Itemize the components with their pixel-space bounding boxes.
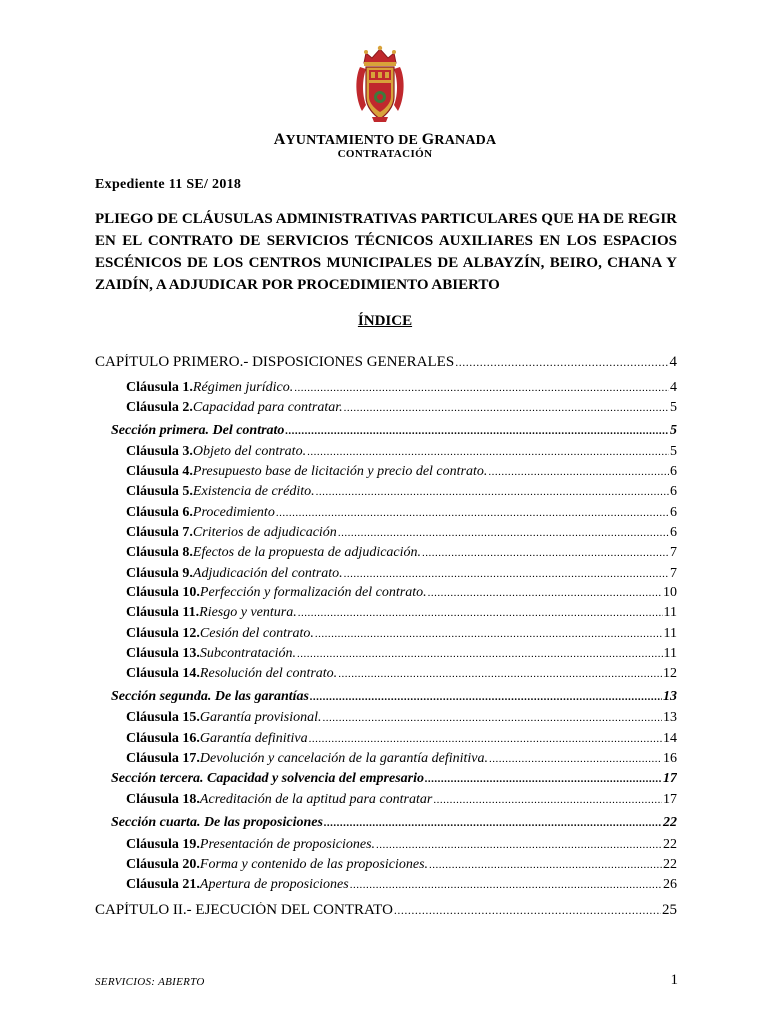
clause-number: Cláusula 14. — [126, 666, 200, 681]
clause-number: Cláusula 10. — [126, 585, 200, 600]
dot-leader — [433, 794, 662, 806]
clause-title: Efectos de la propuesta de adjudicación. — [192, 545, 422, 560]
toc-page-number: 26 — [663, 877, 677, 892]
clause-title: Objeto del contrato. — [192, 444, 307, 459]
toc-clause-entry[interactable] — [126, 710, 677, 726]
clause-number: Cláusula 18. — [126, 792, 200, 807]
dot-leader — [422, 547, 669, 559]
clause-number: Cláusula 2. — [126, 400, 193, 415]
dot-leader — [488, 466, 669, 478]
toc-page-number: 7 — [670, 566, 677, 581]
dot-leader — [344, 402, 669, 414]
toc-section-entry[interactable] — [111, 423, 677, 439]
section-title: Sección cuarta. De las proposiciones — [111, 815, 323, 830]
clause-number: Cláusula 21. — [126, 877, 200, 892]
toc-clause-entry[interactable] — [126, 444, 677, 460]
toc-page-number: 6 — [670, 505, 677, 520]
toc-page-number: 17 — [663, 771, 677, 786]
document-title: PLIEGO DE CLÁUSULAS ADMINISTRATIVAS PARTICULARES QUE HA DE REGIR EN EL CONTRATO DE SERVICIOS TÉCNICOS AUXILIARES EN LOS ESPACIOS ESCÉNICOS DE LOS CENTROS MUNICIPALES DE ALBAYZÍN, BEIRO, CHANA Y ZAIDÍN, A ADJUDICAR POR PROCEDIMIENTO ABIERTO — [95, 211, 677, 293]
toc-page-number: 11 — [663, 626, 677, 641]
toc-page-number: 22 — [663, 857, 677, 872]
clause-number: Cláusula 6. — [126, 505, 193, 520]
chapter-title: CAPÍTULO PRIMERO.- DISPOSICIONES GENERALES — [95, 354, 455, 370]
dot-leader — [285, 425, 669, 437]
section-title: Sección tercera. Capacidad y solvencia del empresario — [111, 771, 424, 786]
toc-page-number: 16 — [663, 751, 677, 766]
dot-leader — [310, 691, 662, 703]
dot-leader — [307, 446, 669, 458]
toc-clause-entry[interactable] — [126, 792, 677, 808]
toc-page-number: 13 — [663, 710, 677, 725]
toc-clause-entry[interactable] — [126, 731, 677, 747]
dot-leader — [425, 773, 662, 785]
toc-clause-entry[interactable] — [126, 566, 677, 582]
dot-leader — [350, 879, 662, 891]
dot-leader — [276, 507, 669, 519]
clause-number: Cláusula 12. — [126, 626, 200, 641]
toc-clause-entry[interactable] — [126, 626, 677, 642]
toc-clause-entry[interactable] — [126, 646, 677, 662]
clause-number: Cláusula 9. — [126, 566, 193, 581]
toc-page-number: 10 — [663, 585, 677, 600]
clause-title: Criterios de adjudicación — [192, 525, 337, 540]
section-title: Sección primera. Del contrato — [111, 423, 285, 438]
toc-page-number: 25 — [662, 902, 677, 918]
toc-page-number: 5 — [670, 444, 677, 459]
clause-title: Forma y contenido de las proposiciones. — [199, 857, 429, 872]
toc-page-number: 11 — [663, 646, 677, 661]
dot-leader — [344, 568, 669, 580]
clause-title: Existencia de crédito. — [192, 484, 315, 499]
toc-clause-entry[interactable] — [126, 400, 677, 416]
toc-page-number: 4 — [669, 354, 677, 370]
clause-number: Cláusula 1. — [126, 380, 193, 395]
clause-title: Cesión del contrato. — [199, 626, 314, 641]
clause-number: Cláusula 11. — [126, 605, 200, 620]
clause-title: Resolución del contrato. — [199, 666, 338, 681]
dot-leader — [324, 817, 662, 829]
dot-leader — [429, 859, 662, 871]
toc-page-number: 17 — [663, 792, 677, 807]
toc-clause-entry[interactable] — [126, 545, 677, 561]
clause-title: Apertura de proposiciones — [199, 877, 349, 892]
clause-title: Garantía definitiva — [199, 731, 308, 746]
section-title: Sección segunda. De las garantías — [111, 689, 309, 704]
toc-page-number: 6 — [670, 525, 677, 540]
toc-page-number: 5 — [670, 400, 677, 415]
dot-leader — [323, 712, 662, 724]
clause-title: Capacidad para contratar. — [192, 400, 343, 415]
toc-page-number: 14 — [663, 731, 677, 746]
toc-clause-entry[interactable] — [126, 751, 677, 767]
dot-leader — [489, 753, 662, 765]
organization-name: AYUNTAMIENTO DE GRANADA — [273, 131, 497, 148]
clause-title: Acreditación de la aptitud para contratar — [199, 792, 433, 807]
toc-page-number: 5 — [670, 423, 677, 438]
dot-leader — [315, 628, 663, 640]
toc-section-entry[interactable] — [111, 689, 677, 705]
dot-leader — [428, 587, 662, 599]
toc-chapter-entry[interactable] — [95, 354, 677, 371]
clause-number: Cláusula 20. — [126, 857, 200, 872]
dot-leader — [338, 527, 669, 539]
toc-page-number: 22 — [663, 815, 677, 830]
toc-clause-entry[interactable] — [126, 464, 677, 480]
clause-title: Adjudicación del contrato. — [192, 566, 343, 581]
dot-leader — [316, 486, 669, 498]
clause-title: Subcontratación. — [199, 646, 296, 661]
toc-clause-entry[interactable] — [126, 666, 677, 682]
index-heading: ÍNDICE — [357, 313, 413, 329]
granada-coat-of-arms-logo — [352, 45, 408, 123]
toc-clause-entry[interactable] — [126, 877, 677, 893]
toc-section-entry[interactable] — [111, 815, 677, 831]
toc-page-number: 4 — [670, 380, 677, 395]
clause-number: Cláusula 13. — [126, 646, 200, 661]
clause-number: Cláusula 16. — [126, 731, 200, 746]
clause-title: Presupuesto base de licitación y precio del contrato. — [192, 464, 488, 479]
footer-label: SERVICIOS: ABIERTO — [95, 976, 205, 988]
clause-number: Cláusula 15. — [126, 710, 200, 725]
expediente-number: Expediente 11 SE/ 2018 — [95, 177, 242, 192]
toc-page-number: 7 — [670, 545, 677, 560]
chapter-title: CAPÍTULO II.- EJECUCIÓN DEL CONTRATO — [95, 902, 393, 918]
toc-clause-entry[interactable] — [126, 505, 677, 521]
clause-number: Cláusula 8. — [126, 545, 193, 560]
dot-leader — [338, 668, 662, 680]
dot-leader — [309, 733, 662, 745]
clause-title: Presentación de proposiciones. — [199, 837, 376, 852]
toc-clause-entry[interactable] — [126, 837, 677, 853]
clause-title: Régimen jurídico. — [192, 380, 294, 395]
toc-page-number: 6 — [670, 464, 677, 479]
clause-number: Cláusula 7. — [126, 525, 193, 540]
dot-leader — [376, 839, 662, 851]
toc-page-number: 11 — [663, 605, 677, 620]
toc-page-number: 22 — [663, 837, 677, 852]
clause-title: Garantía provisional. — [199, 710, 322, 725]
dot-leader — [394, 903, 661, 918]
toc-page-number: 13 — [663, 689, 677, 704]
toc-clause-entry[interactable] — [126, 525, 677, 541]
toc-page-number: 6 — [670, 484, 677, 499]
page-number: 1 — [670, 972, 678, 988]
clause-number: Cláusula 19. — [126, 837, 200, 852]
dot-leader — [455, 355, 668, 370]
clause-title: Procedimiento — [192, 505, 275, 520]
dot-leader — [298, 607, 663, 619]
toc-clause-entry[interactable] — [126, 585, 677, 601]
clause-title: Perfección y formalización del contrato. — [199, 585, 427, 600]
clause-number: Cláusula 3. — [126, 444, 193, 459]
toc-chapter-entry[interactable] — [95, 902, 677, 919]
clause-number: Cláusula 17. — [126, 751, 200, 766]
dot-leader — [297, 648, 663, 660]
clause-title: Devolución y cancelación de la garantía definitiva. — [199, 751, 489, 766]
toc-section-entry[interactable] — [111, 771, 677, 787]
clause-number: Cláusula 5. — [126, 484, 193, 499]
toc-page-number: 12 — [663, 666, 677, 681]
clause-title: Riesgo y ventura. — [199, 605, 297, 620]
toc-clause-entry[interactable] — [126, 857, 677, 873]
dot-leader — [294, 382, 669, 394]
toc-clause-entry[interactable] — [126, 380, 677, 396]
toc-clause-entry[interactable] — [126, 605, 677, 621]
toc-clause-entry[interactable] — [126, 484, 677, 500]
department-name: CONTRATACIÓN — [337, 148, 433, 160]
clause-number: Cláusula 4. — [126, 464, 193, 479]
